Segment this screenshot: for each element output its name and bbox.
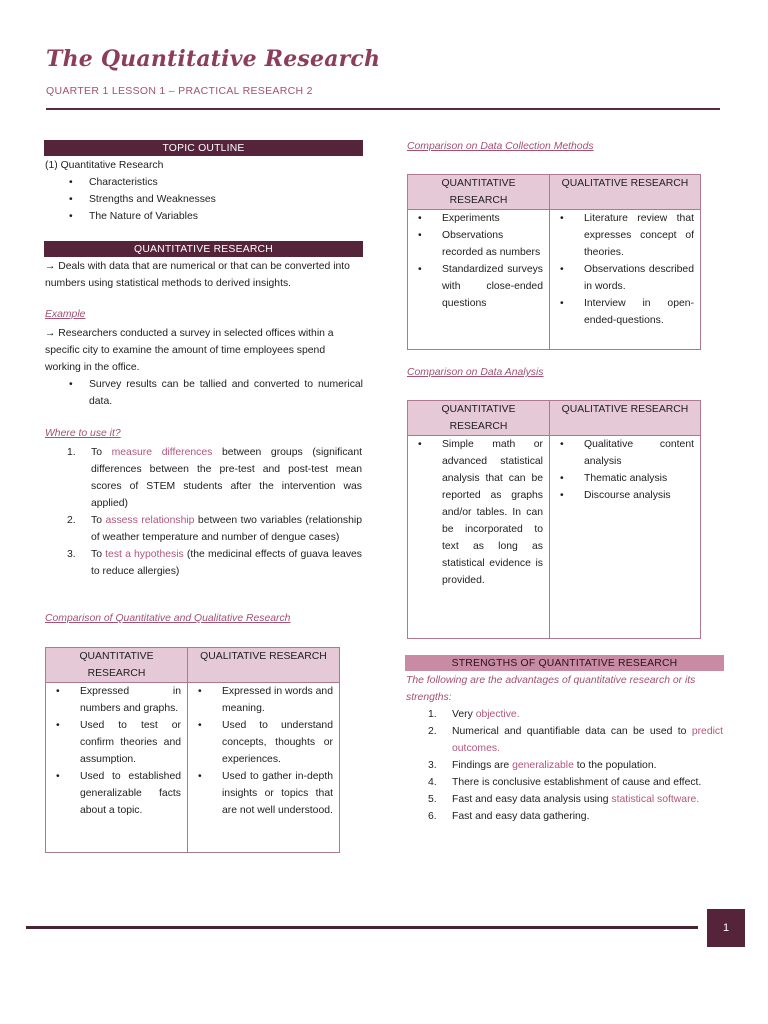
list-item: • Discourse analysis <box>554 487 694 504</box>
page-subtitle: QUARTER 1 LESSON 1 – PRACTICAL RESEARCH 2 <box>46 85 313 97</box>
list-item: • Used to established generalizable facts about a topic. <box>50 768 181 819</box>
list-item: • Experiments <box>412 210 543 227</box>
page-title: The Quantitative Research <box>46 46 381 72</box>
strength-item: 5. Fast and easy data analysis using statistical software. <box>428 794 700 805</box>
example-bullet: • Survey results can be tallied and converted to numerical data. <box>69 376 363 410</box>
use-item: 1. To measure differences between groups (significant differences between the pre-test and post-test mean scores of STEM students after the intervention was applied) <box>67 447 362 509</box>
list-item: • Used to test or confirm theories and assumption. <box>50 717 181 768</box>
table-header: QUANTITATIVE RESEARCH <box>408 401 550 436</box>
table-header: QUANTITATIVE RESEARCH <box>46 648 188 683</box>
use-item: 2. To assess relationship between two variables (relationship of weather temperature and number of dengue cases) <box>67 515 362 543</box>
list-item: • Observations described in words. <box>554 261 694 295</box>
list-item: • Observations recorded as numbers <box>412 227 543 261</box>
strengths-intro: The following are the advantages of quantitative research or its strengths: <box>406 675 696 703</box>
strength-item: 1. Very objective. <box>428 709 520 720</box>
strength-item: 6. Fast and easy data gathering. <box>428 811 590 822</box>
list-item: • Used to gather in-depth insights or topics that are not well understood. <box>192 768 333 819</box>
use-item: 3. To test a hypothesis (the medicinal effects of guava leaves to reduce allergies) <box>67 549 362 577</box>
table-cell <box>550 436 701 639</box>
topic-outline-intro: (1) Quantitative Research <box>45 160 164 171</box>
collection-caption: Comparison on Data Collection Methods <box>407 141 594 152</box>
table-cell <box>46 683 188 853</box>
uses-list <box>45 444 362 580</box>
example-label: Example <box>45 309 86 320</box>
example-bullets <box>45 376 363 410</box>
collection-table <box>407 174 701 350</box>
table-header: QUALITATIVE RESEARCH <box>550 175 701 210</box>
where-label: Where to use it? <box>45 428 121 439</box>
strengths-list <box>406 706 723 825</box>
footer-divider <box>26 926 698 929</box>
list-item: • Thematic analysis <box>554 470 694 487</box>
analysis-caption: Comparison on Data Analysis <box>407 367 544 378</box>
table-header: QUANTITATIVE RESEARCH <box>408 175 550 210</box>
list-item: • Literature review that expresses concept of theories. <box>554 210 694 261</box>
list-item: • Used to understand concepts, thoughts or experiences. <box>192 717 333 768</box>
example-text: → Researchers conducted a survey in selected offices within a specific city to examine the amount of time employees spend working in the office. <box>45 328 334 373</box>
analysis-table <box>407 400 701 639</box>
strengths-heading: STRENGTHS OF QUANTITATIVE RESEARCH <box>405 655 724 671</box>
table-cell <box>188 683 340 853</box>
list-item: • Standardized surveys with close-ended questions <box>412 261 543 312</box>
list-item: • Qualitative content analysis <box>554 436 694 470</box>
quant-definition: → Deals with data that are numerical or that can be converted into numbers using statistical methods to derived insights. <box>45 261 350 289</box>
list-item: • Simple math or advanced statistical analysis that can be reported as graphs and/or tables. In can be incorporated to text as long as statistical evidence is provided. <box>412 436 543 589</box>
strength-item: 4. There is conclusive establishment of cause and effect. <box>428 777 702 788</box>
page-number: 1 <box>707 909 745 947</box>
topic-outline-item: • Characteristics <box>69 174 363 191</box>
topic-outline-item: • Strengths and Weaknesses <box>69 191 363 208</box>
topic-outline-item: • The Nature of Variables <box>69 208 363 225</box>
list-item: • Interview in open-ended-questions. <box>554 295 694 329</box>
comparison-table <box>45 647 340 853</box>
table-cell <box>408 210 550 350</box>
strength-item: 3. Findings are generalizable to the population. <box>428 760 657 771</box>
header-divider <box>46 108 720 110</box>
table-header: QUALITATIVE RESEARCH <box>550 401 701 436</box>
list-item: • Expressed in words and meaning. <box>192 683 333 717</box>
quant-research-heading: QUANTITATIVE RESEARCH <box>44 241 363 257</box>
table-header: QUALITATIVE RESEARCH <box>188 648 340 683</box>
strength-item: 2. Numerical and quantifiable data can be used to predict outcomes. <box>428 726 723 754</box>
topic-outline <box>45 157 363 225</box>
table-cell <box>408 436 550 639</box>
table-cell <box>550 210 701 350</box>
comparison-caption: Comparison of Quantitative and Qualitative Research <box>45 613 291 624</box>
list-item: • Expressed in numbers and graphs. <box>50 683 181 717</box>
topic-outline-heading: TOPIC OUTLINE <box>44 140 363 156</box>
